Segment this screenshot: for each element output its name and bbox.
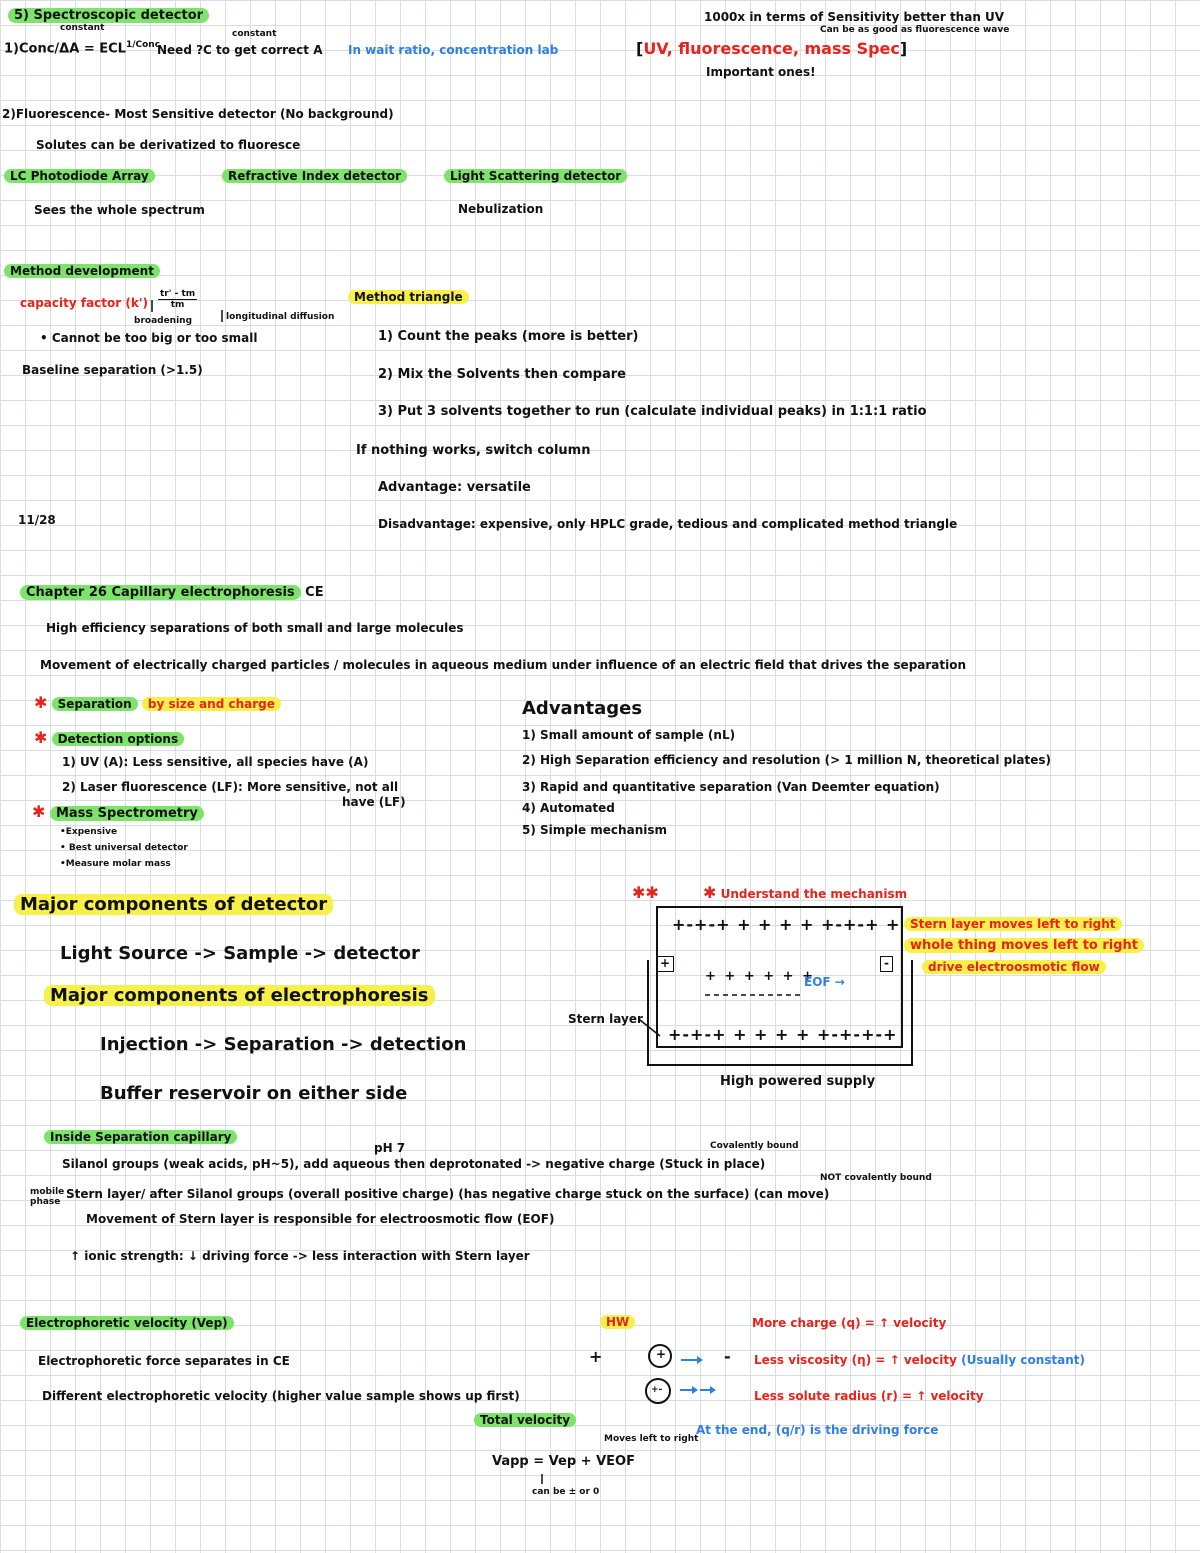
- inside-title-wrap: [44, 1131, 237, 1145]
- advantages-title: Advantages: [522, 698, 643, 719]
- light-scattering: Light Scattering detector: [444, 169, 627, 183]
- light-scatter-wrap: [444, 170, 627, 184]
- bracket-open: [: [636, 39, 644, 58]
- blue-arrow-head-2b: [710, 1386, 716, 1394]
- lc-pda-wrap: [4, 170, 155, 184]
- different-velocity: Different electrophoretic velocity (higher value sample shows up first): [42, 1389, 520, 1403]
- important-bracket: [636, 40, 907, 58]
- star-icon: ✱: [645, 883, 659, 902]
- mass-spec-label: Mass Spectrometry: [50, 806, 204, 821]
- broadening-note: broadening: [134, 316, 193, 326]
- formula-text: 1)Conc/ΔA = ECL: [4, 41, 126, 57]
- detector-list-red: UV, fluorescence, mass Spec: [643, 39, 900, 58]
- chapter-wrap: [20, 586, 324, 601]
- star-icon: ✱: [32, 802, 46, 821]
- mobile-phase-note: mobile phase: [30, 1187, 65, 1208]
- note-3-wrap: [922, 961, 1106, 975]
- silanol-groups: Silanol groups (weak acids, pH~5), add aqueous then deprotonated -> negative charge (Stuck in place): [62, 1157, 766, 1171]
- diagram-note-3: drive electroosmotic flow: [922, 960, 1106, 974]
- detector-flow: Light Source -> Sample -> detector: [60, 943, 420, 964]
- eof-text: EOF: [804, 975, 831, 989]
- fluorescence-line: 2)Fluorescence- Most Sensitive detector (No background): [2, 107, 394, 121]
- zwitterion-symbol: +-: [651, 1385, 663, 1395]
- anode-box: +: [656, 956, 674, 972]
- stern-layer-desc: Stern layer/ after Silanol groups (overall positive charge) (has negative charge stuck on the surface) (can move): [66, 1187, 830, 1201]
- blue-arrow-head-2a: [692, 1386, 698, 1394]
- star-icon: ✱: [703, 883, 717, 902]
- blue-arrow-head-1: [697, 1356, 703, 1364]
- whole-spectrum: Sees the whole spectrum: [34, 203, 205, 217]
- cation-symbol: +: [656, 1347, 667, 1361]
- diagram-note-1: Stern layer moves left to right: [904, 917, 1122, 931]
- usually-constant: (Usually constant): [961, 1353, 1086, 1367]
- spectro-title: 5) Spectroscopic detector: [8, 8, 209, 23]
- capacity-factor: capacity factor (k'): [20, 296, 148, 310]
- star-icon: ✱: [632, 883, 646, 902]
- triangle-step-3: 3) Put 3 solvents together to run (calculate individual peaks) in 1:1:1 ratio: [378, 404, 927, 419]
- triangle-title-wrap: [348, 291, 469, 305]
- rule-less-viscosity: Less viscosity (η) = ↑ velocity: [754, 1353, 957, 1367]
- advantage-5: 5) Simple mechanism: [522, 823, 667, 837]
- chapter-title: Chapter 26 Capillary electrophoresis: [20, 585, 301, 600]
- need-ec: Need ?C to get correct A: [157, 43, 323, 57]
- important-ones: Important ones!: [706, 65, 816, 79]
- total-velocity-formula: Vapp = Vep + VEOF: [492, 1454, 635, 1469]
- hw-badge: HW: [600, 1315, 635, 1329]
- ph-7: pH 7: [374, 1141, 406, 1155]
- electro-flow: Injection -> Separation -> detection: [100, 1034, 467, 1055]
- rule-solute-radius: Less solute radius (r) = ↑ velocity: [754, 1389, 984, 1403]
- star-icon: ✱: [34, 728, 48, 747]
- method-title-wrap: [4, 265, 160, 279]
- refractive-index: Refractive Index detector: [222, 169, 407, 183]
- date-11-28: 11/28: [18, 513, 56, 527]
- diagram-note-2: whole thing moves left to right: [904, 938, 1144, 953]
- detection-lif-2: have (LF): [342, 795, 406, 809]
- buffer-reservoir: Buffer reservoir on either side: [100, 1083, 408, 1104]
- chapter-abbr: CE: [305, 585, 324, 600]
- capacity-fraction: [158, 289, 197, 311]
- star-icon: ✱: [34, 693, 48, 712]
- lc-pda: LC Photodiode Array: [4, 169, 155, 183]
- advantage-versatile: Advantage: versatile: [378, 480, 531, 495]
- note-2-wrap: [904, 939, 1144, 954]
- cannot-be-too: • Cannot be too big or too small: [40, 331, 258, 345]
- detector-components-title: Major components of detector: [14, 894, 333, 915]
- triangle-step-1: 1) Count the peaks (more is better): [378, 329, 639, 344]
- bracket-close: ]: [899, 39, 908, 58]
- advantage-3: 3) Rapid and quantitative separation (Van Deemter equation): [522, 780, 940, 794]
- eof-label: [804, 976, 845, 990]
- velocity-title: Electrophoretic velocity (Vep): [20, 1316, 234, 1330]
- capillary-wall-bottom: +-+-+ + + + + +-+-+-+: [668, 1025, 898, 1044]
- formula-sup: 1/Conc: [125, 40, 161, 50]
- blue-wait-note: In wait ratio, concentration lab: [348, 43, 559, 57]
- negative-electrode: -: [724, 1347, 731, 1366]
- separation-line: [34, 694, 281, 712]
- nebulization: Nebulization: [458, 202, 544, 216]
- rule-more-charge: More charge (q) = ↑ velocity: [752, 1316, 947, 1330]
- triangle-step-2: 2) Mix the Solvents then compare: [378, 367, 626, 382]
- understand-line: [632, 884, 907, 902]
- detection-uv: 1) UV (A): Less sensitive, all species have (A): [62, 755, 369, 769]
- eof-arrow-icon: →: [830, 975, 845, 989]
- high-efficiency: High efficiency separations of both small and large molecules: [46, 621, 464, 635]
- detection-lif: 2) Laser fluorescence (LF): More sensitive, not all: [62, 780, 399, 794]
- movement-definition: Movement of electrically charged particles / molecules in aqueous medium under influence of an electric field that drives the separation: [40, 658, 967, 672]
- electrophoresis-components-title: Major components of electrophoresis: [44, 985, 435, 1006]
- mass-line: [32, 803, 204, 822]
- detector-title-wrap: [14, 895, 333, 916]
- separation-label: Separation: [52, 697, 138, 711]
- stern-layer-label: Stern layer: [568, 1012, 643, 1026]
- spectro-title-wrap: [8, 9, 209, 24]
- advantage-1: 1) Small amount of sample (nL): [522, 728, 736, 742]
- inside-title: Inside Separation capillary: [44, 1130, 237, 1144]
- refractive-wrap: [222, 170, 407, 184]
- electro-title-wrap: [44, 986, 435, 1007]
- fraction-denominator: tm: [170, 300, 185, 311]
- capillary-wall-top: +-+-+ + + + + +-+-+ +: [672, 915, 901, 934]
- method-triangle-title: Method triangle: [348, 290, 469, 304]
- advantage-2: 2) High Separation efficiency and resolution (> 1 million N, theoretical plates): [522, 753, 1051, 767]
- if-nothing-works: If nothing works, switch column: [356, 443, 591, 458]
- not-covalently-bound: NOT covalently bound: [820, 1173, 932, 1183]
- mass-universal: • Best universal detector: [60, 843, 188, 853]
- velocity-title-wrap: [20, 1317, 234, 1331]
- beer-law-formula: [4, 40, 160, 57]
- driving-force-note: At the end, (q/r) is the driving force: [696, 1423, 939, 1437]
- separation-by: by size and charge: [142, 697, 281, 711]
- cathode-box: -: [880, 956, 893, 972]
- electrophoretic-force: Electrophoretic force separates in CE: [38, 1354, 290, 1368]
- capillary-middle-charges: + + + + + +: [705, 969, 815, 984]
- stern-eof: Movement of Stern layer is responsible for electroosmotic flow (EOF): [86, 1212, 555, 1226]
- diffusion-note: longitudinal diffusion: [226, 312, 335, 322]
- sensitivity-note-1: 1000x in terms of Sensitivity better than UV: [704, 10, 1005, 24]
- note-1-wrap: [904, 918, 1122, 932]
- advantage-4: 4) Automated: [522, 801, 615, 815]
- fraction-numerator: tr' - tm: [160, 289, 196, 299]
- power-supply-label: High powered supply: [720, 1074, 876, 1089]
- detection-line: [34, 729, 184, 747]
- constant-note-b: constant: [232, 29, 277, 39]
- disadvantage: Disadvantage: expensive, only HPLC grade, tedious and complicated method triangle: [378, 517, 958, 531]
- mass-molar: •Measure molar mass: [60, 859, 171, 869]
- mass-expensive: •Expensive: [60, 827, 118, 837]
- ionic-strength: ↑ ionic strength: ↓ driving force -> less interaction with Stern layer: [70, 1249, 530, 1263]
- can-be-pm-0: can be ± or 0: [532, 1487, 600, 1497]
- rule-viscosity-line: [754, 1354, 1085, 1368]
- understand-mechanism: Understand the mechanism: [720, 887, 908, 901]
- baseline-separation: Baseline separation (>1.5): [22, 363, 203, 377]
- moves-left-right: Moves left to right: [604, 1434, 699, 1444]
- solute-derivatized: Solutes can be derivatized to fluoresce: [36, 138, 301, 152]
- detection-label: Detection options: [52, 732, 185, 746]
- sensitivity-note-2: Can be as good as fluorescence wave: [820, 25, 1010, 35]
- covalently-bound: Covalently bound: [710, 1141, 799, 1151]
- positive-electrode: +: [589, 1347, 603, 1366]
- constant-note-a: constant: [60, 23, 105, 33]
- method-title: Method development: [4, 264, 160, 278]
- hw-wrap: [600, 1316, 635, 1330]
- total-velocity-title: Total velocity: [474, 1413, 576, 1427]
- total-velocity-wrap: [474, 1414, 576, 1428]
